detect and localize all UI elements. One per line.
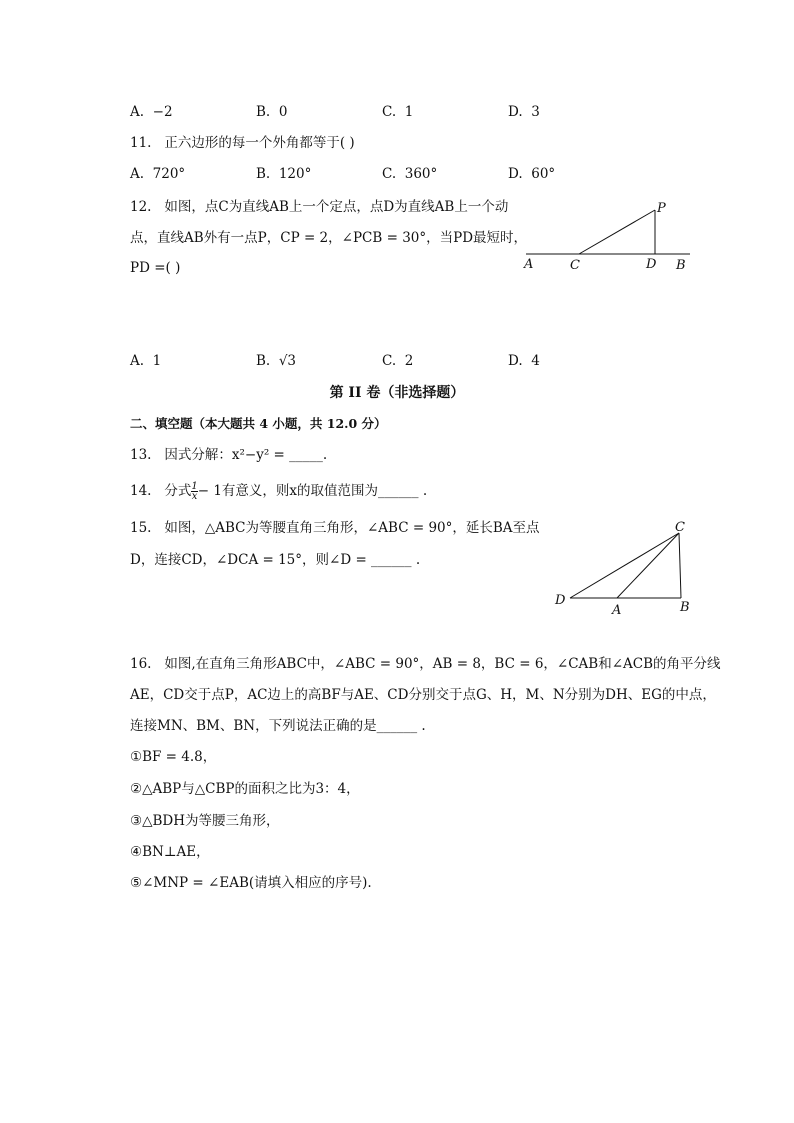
q10-option-d[interactable]: D. 3	[508, 104, 540, 120]
q14-number: 14.	[130, 483, 152, 499]
q11-option-a[interactable]: A. 720°	[130, 166, 186, 182]
q16-statement-2: ②△ABP与△CBP的面积之比为3：4，	[130, 781, 360, 797]
q12-label-p: P	[657, 201, 666, 216]
q16-statement-5: ⑤∠MNP = ∠EAB(请填入相应的序号).	[130, 875, 372, 891]
q15-segment-bc	[679, 533, 681, 598]
q12-label-c: C	[570, 258, 580, 273]
q16-statement-1: ①BF = 4.8，	[130, 749, 217, 765]
q12-line-1: 12. 如图，点C为直线AB上一个定点，点D为直线AB上一个动	[130, 199, 509, 215]
q15-line-1: 15. 如图，△ABC为等腰直角三角形，∠ABC = 90°，延长BA至点	[130, 520, 540, 536]
q15-segment-ac	[617, 533, 679, 598]
q15-label-c: C	[675, 520, 685, 535]
q10-option-b[interactable]: B. 0	[256, 104, 288, 120]
q11-option-d[interactable]: D. 60°	[508, 166, 556, 182]
q13-text: 因式分解：x²−y² = _____.	[164, 447, 328, 463]
q11-text: 正六边形的每一个外角都等于( )	[164, 135, 355, 151]
q16-number: 16.	[130, 656, 152, 672]
q11-option-c[interactable]: C. 360°	[382, 166, 438, 182]
q15-label-b: B	[680, 600, 690, 615]
q15-figure	[550, 518, 700, 618]
q15-label-a: A	[612, 603, 622, 618]
section-2-heading: 第 II 卷（非选择题）	[329, 385, 465, 401]
q15-number: 15.	[130, 520, 152, 536]
q12-number: 12.	[130, 199, 152, 215]
q14-fraction: $\frac{1}{x}$	[191, 481, 198, 502]
q15-segment-dc	[570, 533, 679, 598]
q13-number: 13.	[130, 447, 152, 463]
q16-line-2: AE，CD交于点P，AC边上的高BF与AE、CD分别交于点G、H，M、N分别为DH、EG的中点，	[130, 687, 716, 703]
q12-line-2: 点，直线AB外有一点P，CP = 2，∠PCB = 30°，当PD最短时，	[130, 230, 528, 246]
q12-figure	[518, 198, 698, 278]
q12-option-b[interactable]: B. √3	[256, 353, 297, 369]
q12-label-b: B	[676, 258, 686, 273]
q10-option-a[interactable]: A. −2	[130, 104, 173, 120]
q10-option-c[interactable]: C. 1	[382, 104, 414, 120]
q12-label-d: D	[646, 257, 657, 272]
q12-line-3: PD =( )	[130, 260, 181, 276]
q14-question: 14. 分式 $\frac{1}{x}$ − 1有意义，则x的取值范围为______ .	[130, 481, 428, 502]
q15-line-2: D，连接CD，∠DCA = 15°，则∠D = ______ .	[130, 552, 421, 568]
q15-label-d: D	[555, 593, 566, 608]
q16-statement-4: ④BN⊥AE，	[130, 844, 210, 860]
q11-question	[130, 134, 355, 152]
q12-segment-cp	[579, 210, 655, 254]
section-2-subheading: 二、填空题（本大题共 4 小题，共 12.0 分）	[130, 416, 387, 431]
q12-option-d[interactable]: D. 4	[508, 353, 540, 369]
q13-question	[130, 446, 327, 464]
q12-option-c[interactable]: C. 2	[382, 353, 414, 369]
q11-number: 11.	[130, 135, 152, 151]
q12-option-a[interactable]: A. 1	[130, 353, 162, 369]
q12-label-a: A	[524, 257, 534, 272]
q11-option-b[interactable]: B. 120°	[256, 166, 312, 182]
q16-line-1: 16. 如图,在直角三角形ABC中，∠ABC = 90°，AB = 8，BC = 6，∠CAB和∠ACB的角平分线	[130, 656, 721, 672]
q16-statement-3: ③△BDH为等腰三角形，	[130, 813, 280, 829]
q16-line-3: 连接MN、BM、BN，下列说法正确的是______ .	[130, 718, 426, 734]
